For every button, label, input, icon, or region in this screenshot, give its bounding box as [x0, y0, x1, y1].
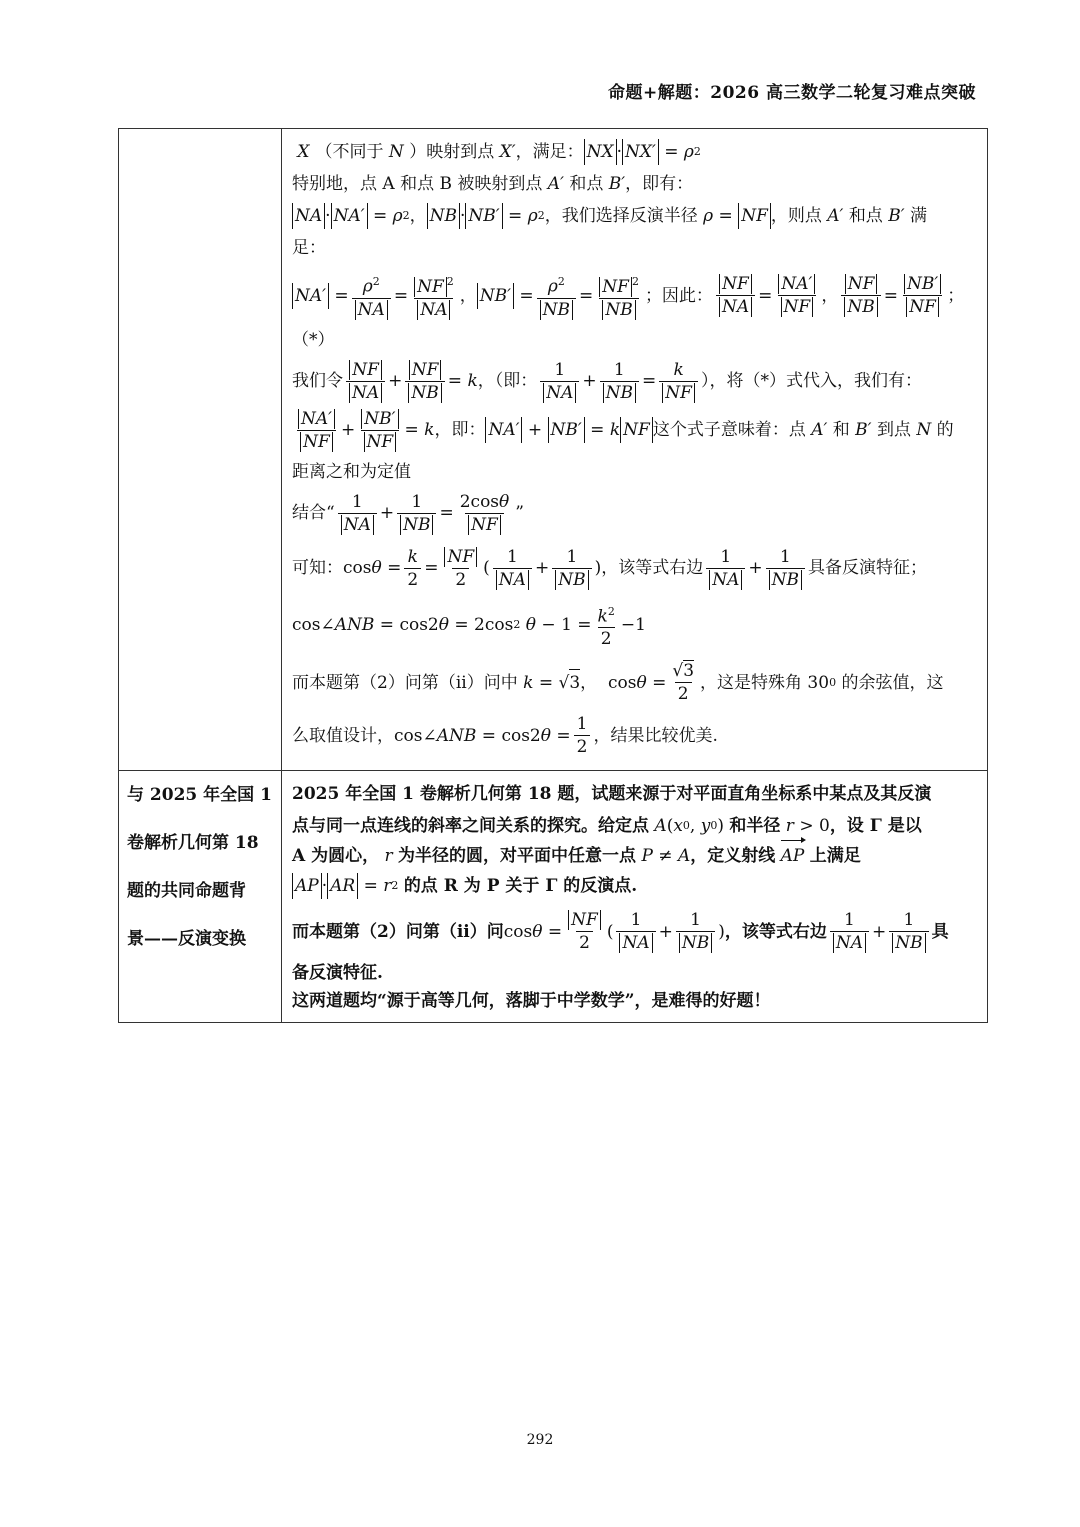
left-cell-empty [119, 129, 282, 771]
derivation-line: X （不同于 N ）映射到点 X′ ，满足： NX · NX′ = ρ 2 [292, 139, 977, 165]
page-number: 292 [526, 1432, 554, 1448]
conclusion-line: 这两道题均“源于高等几何，落脚于中学数学”，是难得的好题！ [292, 991, 771, 1012]
explanation-line: 备反演特征. [292, 963, 383, 984]
topic-line: 题的共同命题背 [127, 881, 246, 902]
formula-line: 结合“ $\frac{1}{NA}$ + $\frac{1}{NB}$ = $\frac{2\cos\theta}{NF}$ ” [292, 491, 524, 535]
star-label: （*） [292, 329, 335, 350]
derivation-line: 距离之和为定值 [292, 461, 411, 482]
explanation-cell [282, 771, 988, 1023]
formula-line: $\frac{NA'}{NF}$ + $\frac{NB'}{NF}$ = k ，即： NA′ + NB′ = k NF 这个式子意味着：点 A′ 和 B′ 到点 N 的 [292, 408, 977, 453]
derivation-line: NA · NA′ = ρ 2 ， NB · NB′ = ρ 2 ，我们选择反演半径 ρ = NF ，则点 A′ 和点 B′ 满 [292, 203, 977, 229]
formula-line: NA′ = $\frac{\rho^2}{NA}$ = $\frac{NF ^2}{NA}$ ， NB′ = $\frac{\rho^2}{NB}$ = $\frac{NF ^2}{NB}$ ；因此： $\frac{NF}{NA}$ = $\frac{NA'}{NF}$ ， $\frac{NF}{NB}$ = $\frac{NB'}{NF}$ ； [292, 271, 977, 321]
topic-line: 景——反演变换 [127, 929, 246, 950]
left-cell-topic [119, 771, 282, 1023]
formula-line: 而本题第（2）问第（ii）问中 k = √ 3 ， cos θ = $\frac{√3}{2}$ ，这是特殊角 30 0 的余弦值，这 [292, 661, 944, 705]
formula-line: 我们令 $\frac{NF}{NA}$ + $\frac{NF}{NB}$ = k ，（即： $\frac{1}{NA}$ + $\frac{1}{NB}$ = $\frac{k}{NF}$ ），将（*）式代入，我们有： [292, 359, 922, 403]
formula-line: 可知： cos θ = $\frac{k}{2}$ = $\frac{NF}{2}$ ( $\frac{1}{NA}$ + $\frac{1}{NB}$ ) ，该等式右边 $\frac{1}{NA}$ + $\frac{1}{NB}$ 具备反演特征； [292, 546, 927, 590]
table-row [119, 771, 988, 1023]
explanation-line: 点与同一点连线的斜率之间关系的探究。给定点 A ( x 0 , y 0 ) 和半径 r > 0 ，设 Γ 是以 [292, 816, 922, 837]
explanation-line: A 为圆心， r 为半径的圆，对平面中任意一点 P ≠ A ，定义射线 AP 上满足 [292, 843, 977, 869]
explanation-line: 而本题第（2）问第（ii）问 cos θ = $\frac{NF}{2}$ ( $\frac{1}{NA}$ + $\frac{1}{NB}$ ) ，该等式右边 $\frac{1}{NA}$ + $\frac{1}{NB}$ 具 [292, 910, 949, 954]
topic-line: 与 2025 年全国 1 [127, 785, 272, 806]
derivation-line: 特别地，点 A 和点 B 被映射到点 A′ 和点 B′，即有： [292, 174, 694, 194]
formula-line: cos∠ ANB = cos2 θ = 2cos 2 θ − 1 = $\frac{k^2}{2}$ −1 [292, 604, 646, 650]
formula-line: 么取值设计， cos∠ ANB = cos2 θ = $\frac{1}{2}$ ，结果比较优美. [292, 714, 718, 758]
explanation-line: AP · AR = r 2 的点 R 为 P 关于 Γ 的反演点. [292, 873, 977, 899]
page-header-title: 命题+解题：2026 高三数学二轮复习难点突破 [608, 83, 976, 103]
content-table [118, 128, 988, 1023]
derivation-line: 足： [292, 238, 326, 258]
explanation-line: 2025 年全国 1 卷解析几何第 18 题，试题来源于对平面直角坐标系中某点及其反演 [292, 784, 932, 805]
derivation-cell [282, 129, 988, 771]
table-row [119, 129, 988, 771]
topic-line: 卷解析几何第 18 [127, 833, 259, 854]
